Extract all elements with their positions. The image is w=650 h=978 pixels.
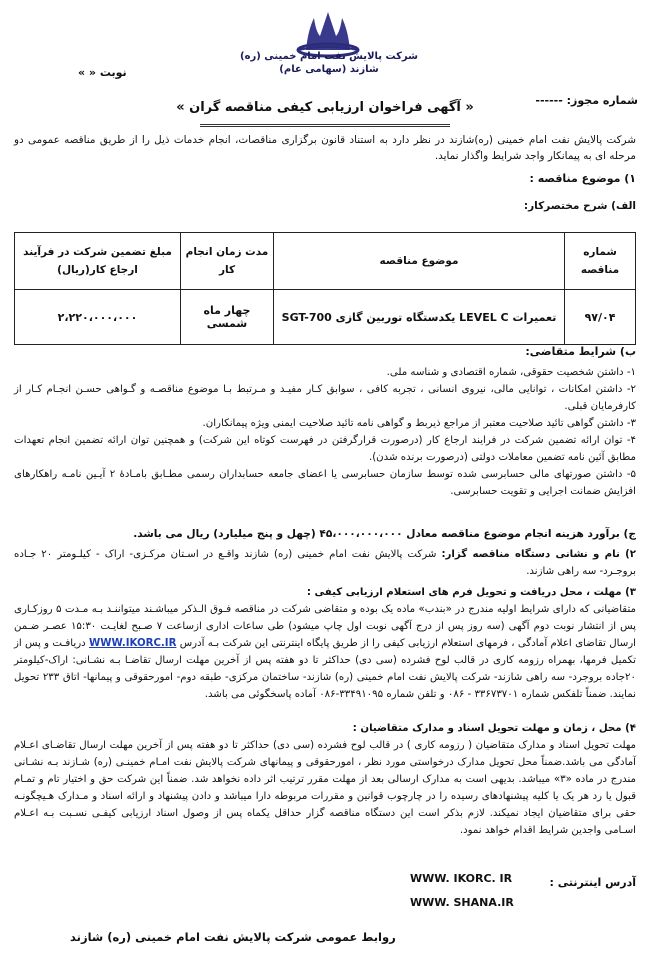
condition-item: ۴- توان ارائه تضمین شرکت در فرایند ارجاع کار (درصورت قرارگرفتن در فهرست کوتاه این شرکت) و همچنین توان ارائه تضمین انجام تعهدات مطابق آئین نامه تضمین معاملات دولتی (درصورت برنده شدن).	[14, 435, 636, 463]
conditions-list	[14, 364, 636, 500]
section4	[14, 720, 636, 839]
turn-number: نوبت « »	[78, 66, 127, 79]
col-header-subject: موضوع مناقصه	[274, 233, 565, 290]
footer-website-ikorc[interactable]: WWW. IKORC. IR	[410, 872, 513, 885]
section4-heading: ۴) محل ، زمان و مهلت تحویل اسناد و مدارک متقاضیان :	[352, 723, 636, 734]
section1-heading: ۱) موضوع مناقصه :	[529, 172, 636, 185]
section3	[14, 584, 636, 703]
ikorc-website-link[interactable]: WWW.IKORC.IR	[88, 638, 177, 649]
col-header-guarantee: مبلغ تضمین شرکت در فرآیند ارجاع کار(ریال)	[15, 233, 181, 290]
permit-number: شماره مجوز: ------	[535, 94, 638, 107]
col-header-number: شماره مناقصه	[565, 233, 636, 290]
tender-table	[14, 232, 636, 345]
intro-paragraph: شرکت پالایش نفت امام خمینی (ره)شازند در نظر دارد به استناد قانون برگزاری مناقصات، انجام خدمات ذیل را از طریق مناقصه عمومی دو مرحله ای به پیمانکار واجد شرایط واگذار نماید.	[14, 134, 636, 162]
cost-estimate: ج) برآورد هزینه انجام موضوع مناقصه معادل ۴۵،۰۰۰،۰۰۰،۰۰۰ (چهل و پنج میلیارد) ریال می باشد.	[133, 528, 636, 540]
section4-text: مهلت تحویل اسناد و مدارک متقاضیان ( رزومه کاری ) در قالب لوح فشرده (سی دی) حداکثر تا دو هفته پس از آخرین مهلت ارسال تقاضـای اعـلام آمادگی می باشد.ضمناً محل تحویل مدارک درخواستی مورد نظر ، امورحقوقی و پیمانهای شرکت پالایش نفت امـام خمینـی (ره) شـازند بـه نشـانی مندرج در ماده «۳» میباشد. بدیهی است به مدارک ارسالی بعد از مهلت مقرر ترتیب اثر داده نخواهد شد. ضمناً این شرکت حق و اختیار تام و تمـام قبول یا رد هر یک یا کلیه پیشنهادهای رسیده را در چارچوب قوانین و مقررات مربوطه دارا میباشد و دادن پیشنهاد و ارائه اسناد و مـدارک هـیچگونـه حقی برای متقاضیان ایجاد نمیکند. لازم بذکر است این دستگاه مناقصه گزار حداقل یکماه پس از وصول اسناد ارزیابی کیفـی نسـبت بـه اعـلام اسـامی واجدین شرایط اقدام خواهد نمود.	[14, 740, 636, 836]
cell-guarantee: ۲،۲۲۰،۰۰۰،۰۰۰	[15, 290, 181, 345]
cell-duration: چهار ماه شمسی	[181, 290, 274, 345]
condition-item: ۵- داشتن صورتهای مالی حسابرسی شده توسط سازمان حسابرسی یا اعضای جامعه حسابداران رسمی مطـابق بامـادهٔ ۲ آیـین نامـه راهکارهای افزایش ضمانت اجرایی و تقویت حسابرسی.	[14, 469, 636, 497]
notice-title: « آگهی فراخوان ارزیابی کیفی مناقصه گران »	[176, 100, 474, 115]
condition-item: ۳- داشتن گواهی تائید صلاحیت معتبر از مراجع ذیربط و گواهی نامه تائید صلاحیت ایمنی ویژه پیمانکاران.	[202, 418, 636, 429]
table-row	[15, 290, 636, 345]
public-relations-signature: روابط عمومی شرکت پالایش نفت امام خمینی (ره) شازند	[70, 930, 396, 944]
section2-heading: ۲) نام و نشانی دستگاه مناقصه گزار:	[441, 549, 636, 560]
section2-text: شرکت پالایش نفت امام خمینی (ره) شازند واقـع در اسـتان مرکـزی- اراک - کیلـومتر ۲۰ جـاده بروجـرد- سه راهی شازند.	[14, 549, 636, 577]
section2	[14, 546, 636, 580]
company-name: شرکت پالایش نفت امام خمینی (ره) شازند (سهامی عام)	[240, 51, 418, 75]
condition-item: ۲- داشتن امکانات ، توانایی مالی، نیروی انسانی ، تجربه کافی ، سوابق کـار مفیـد و مـرتبط بـا موضوع مناقصـه و گـواهی حسـن انجـام کـار از کارفرمایان قبلی.	[14, 384, 636, 412]
title-underline	[200, 124, 450, 127]
footer-website-shana[interactable]: WWW. SHANA.IR	[410, 896, 514, 909]
footer-web-label: آدرس اینترنتی :	[549, 876, 636, 889]
section3-heading: ۳) مهلت ، محل دریافت و تحویل فرم های استعلام ارزیابی کیفی :	[306, 587, 636, 598]
col-header-duration: مدت زمان انجام کار	[181, 233, 274, 290]
section3-text-before: متقاضیانی که دارای شرایط اولیه مندرج در «بندب» ماده یک بوده و متقاضی شرکت در مناقصه فـوق الـذکر میباشـند میتواننـد بـه مـدت ۵ روزکـاری پس از انتشار نوبت دوم آگهی (سه روز پس از درج آگهی نوبت اول چاپ میشود) طی ساعات اداری ازساعت ۷ صـبح لغایـت ۱۵:۳۰ عصـر ضـمن ارسال تقاضای اعلام آمادگی ، فرمهای استعلام ارزیابی کیفی را از طریق پایگاه اینترنتی این شرکت بـه آدرس	[14, 604, 636, 649]
cell-subject: تعمیرات LEVEL C یکدستگاه توربین گازی SGT-700	[274, 290, 565, 345]
conditions-heading: ب) شرایط متقاضی:	[525, 345, 636, 358]
section1-subheading: الف) شرح مختصرکار:	[523, 200, 636, 212]
cell-number: ۹۷/۰۴	[565, 290, 636, 345]
table-header-row	[15, 233, 636, 290]
section3-text-after: دریافـت و پس از تکمیل فرمها، بهمراه رزومه کاری در قالب لوح فشرده (سی دی) حداکثر تا دو هفته پس از آخرین مهلت ارسال تقاضـا بـه نشـانی: اراک-کیلومتر ۲۰جاده بروجرد- سه راهی شازند- شرکت پالایش نفت امام خمینی (ره) شازند- ساختمان مرکزی- طبقه دوم- امورحقوقی و پیمانها- اتاق ۲۳۳ تحویل نمایند. ضمناً تلفکس شماره ۳۳۶۷۳۷۰۱ - ۰۸۶ و تلفن شماره ۳۳۴۹۱۰۹۵-۰۸۶ آماده پاسخگوئی می باشد.	[14, 638, 636, 700]
condition-item: ۱- داشتن شخصیت حقوقی، شماره اقتصادی و شناسه ملی.	[386, 367, 636, 378]
